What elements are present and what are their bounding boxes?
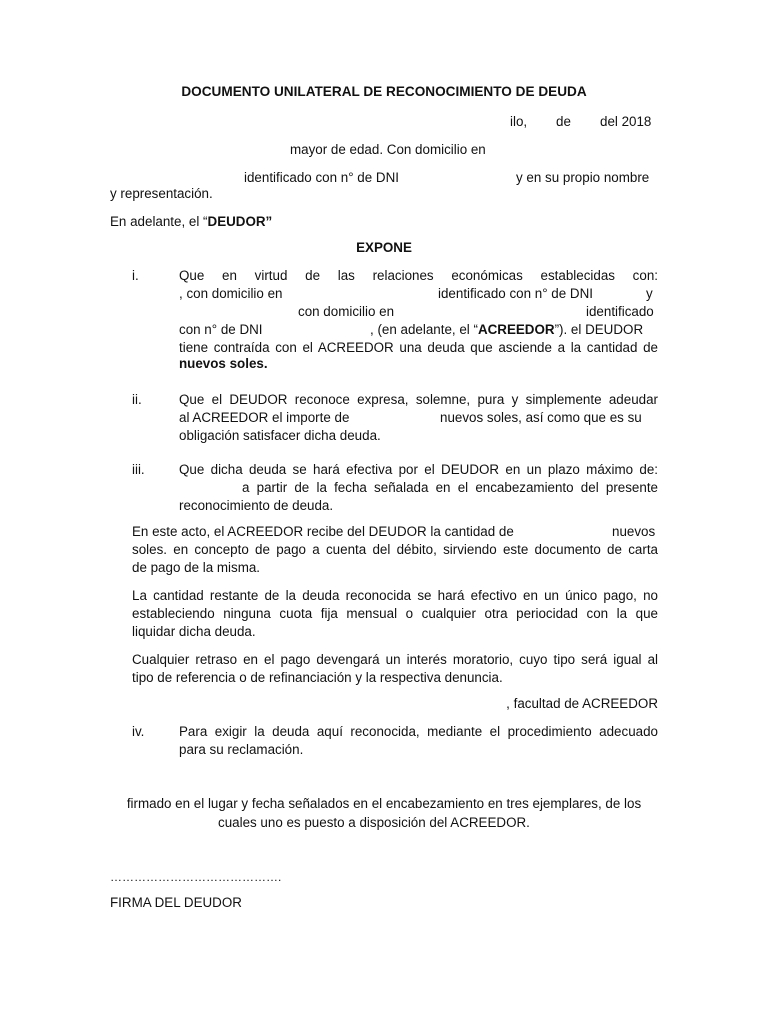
item-iv-number: iv. — [132, 724, 145, 739]
item-iii-line-2: a partir de la fecha señalada en el encabezamiento del presente — [242, 480, 658, 495]
item-i-line-2c: y — [646, 286, 653, 301]
item-iii-number: iii. — [132, 462, 145, 477]
item-i-line-6: nuevos soles. — [179, 356, 268, 371]
item-i-line-4b: , (en adelante, el “ — [370, 322, 478, 337]
date-year: del 2018 — [600, 114, 652, 129]
item-ii-line-2a: al ACREEDOR el importe de — [179, 410, 350, 425]
item-iv-line-2: para su reclamación. — [179, 742, 304, 757]
intro-line-3: y representación. — [110, 186, 213, 201]
item-iii-line-1: Que dicha deuda se hará efectiva por el DEUDOR en un plazo máximo de: — [179, 462, 658, 477]
item-i-line-4 — [370, 322, 643, 337]
deudor-prefix: En adelante, el “ — [110, 214, 208, 229]
intro-line-1: mayor de edad. Con domicilio en — [290, 142, 486, 157]
expone-heading: EXPONE — [356, 240, 412, 255]
item-i-line-5: tiene contraída con el ACREEDOR una deuda que asciende a la cantidad de — [179, 340, 658, 355]
closing-line-2: cuales uno es puesto a disposición del ACREEDOR. — [218, 815, 530, 830]
deudor-bold: DEUDOR” — [207, 214, 273, 229]
para1-line-1b: nuevos — [612, 524, 656, 539]
acreedor-bold: ACREEDOR — [477, 322, 555, 337]
signature-line: ……………………………………. — [110, 870, 282, 884]
para1-line-2: soles. en concepto de pago a cuenta del débito, sirviendo este documento de carta — [132, 542, 658, 557]
item-i-line-4c: ”). el DEUDOR — [554, 322, 644, 337]
item-ii-number: ii. — [132, 392, 142, 407]
intro-line-2b: y en su propio nombre — [516, 170, 650, 185]
item-iv-line-1: Para exigir la deuda aquí reconocida, mediante el procedimiento adecuado — [179, 724, 658, 739]
item-i-line-4a: con n° de DNI — [179, 322, 263, 337]
document-title: DOCUMENTO UNILATERAL DE RECONOCIMIENTO DE DEUDA — [181, 84, 587, 99]
intro-line-2a: identificado con n° de DNI — [244, 170, 399, 185]
item-i-line-3a: con domicilio en — [298, 304, 395, 319]
date-city: ilo, — [510, 114, 528, 129]
para1-line-1a: En este acto, el ACREEDOR recibe del DEUDOR la cantidad de — [132, 524, 514, 539]
signature-label: FIRMA DEL DEUDOR — [110, 895, 242, 910]
closing-line-1: firmado en el lugar y fecha señalados en el encabezamiento en tres ejemplares, de los — [126, 796, 642, 811]
para3-line-2: tipo de referencia o de refinanciación y la respectiva denuncia. — [132, 670, 503, 685]
item-iii-line-3: reconocimiento de deuda. — [179, 498, 334, 513]
item-ii-line-2b: nuevos soles, así como que es su — [440, 410, 642, 425]
item-i-line-2b: identificado con n° de DNI — [438, 286, 593, 301]
para2-line-2: estableciendo ninguna cuota fija mensual o cualquier otra periocidad con la que — [132, 606, 658, 621]
para2-line-3: liquidar dicha deuda. — [132, 624, 256, 639]
para3-line-3: , facultad de ACREEDOR — [506, 696, 658, 711]
item-i-line-3b: identificado — [586, 304, 654, 319]
date-de: de — [556, 114, 571, 129]
para1-line-3: de pago de la misma. — [132, 560, 261, 575]
item-ii-line-3: obligación satisfacer dicha deuda. — [179, 428, 381, 443]
para2-line-1: La cantidad restante de la deuda reconocida se hará efectivo en un único pago, no — [132, 588, 658, 603]
item-i-line-2a: , con domicilio en — [179, 286, 283, 301]
item-ii-line-1: Que el DEUDOR reconoce expresa, solemne, pura y simplemente adeudar — [179, 392, 658, 407]
para3-line-1: Cualquier retraso en el pago devengará un interés moratorio, cuyo tipo será igual al — [132, 652, 658, 667]
item-i-line-1: Que en virtud de las relaciones económicas establecidas con: — [179, 268, 658, 283]
item-i-number: i. — [132, 268, 139, 283]
deudor-line — [110, 214, 272, 229]
